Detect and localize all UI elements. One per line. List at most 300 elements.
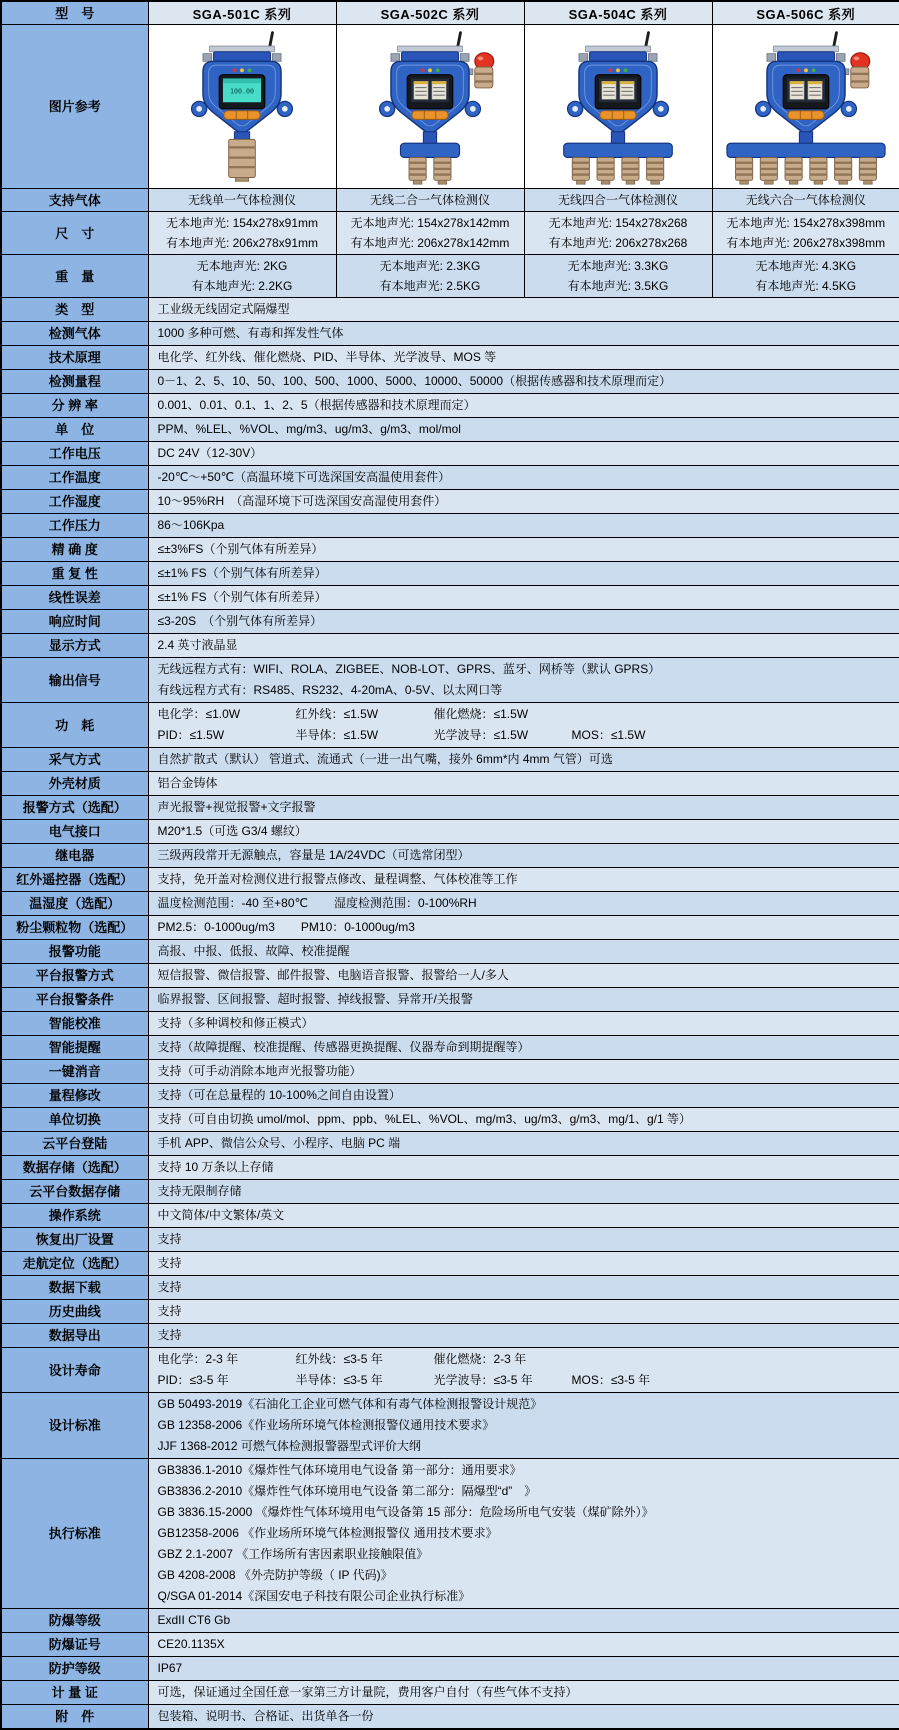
table-row bbox=[1, 796, 899, 820]
model-row-label: 型 号 bbox=[1, 1, 148, 25]
spec-value-line: 无线四合一气体检测仪 bbox=[557, 193, 678, 207]
screen-row-line bbox=[791, 87, 802, 88]
spec-value-cell bbox=[148, 1657, 899, 1681]
spec-value-line bbox=[158, 1502, 891, 1523]
spec-segment: 支持 bbox=[157, 1328, 182, 1342]
spec-value-line bbox=[158, 539, 891, 560]
spec-value-line: 有本地声光: 3.5KG bbox=[567, 279, 669, 293]
sensor-band bbox=[647, 167, 664, 169]
device-illustration bbox=[344, 27, 516, 187]
spec-segment: 0.001、0.01、0.1、1、2、5（根据传感器和技术原理而定） bbox=[157, 398, 476, 412]
spec-value-line: 有本地声光: 4.5KG bbox=[755, 279, 857, 293]
spec-segment: 短信报警、微信报警、邮件报警、电脑语音报警、报警给一人/多人 bbox=[157, 968, 509, 982]
spec-segment: PID：≤1.5W bbox=[157, 728, 225, 742]
screen-row-line bbox=[621, 87, 632, 88]
spec-value-cell bbox=[148, 844, 899, 868]
beacon-housing bbox=[475, 67, 493, 88]
spec-segment: 支持（可手动消除本地声光报警功能） bbox=[157, 1064, 362, 1078]
top-cap bbox=[213, 51, 270, 61]
spec-segment: 温度检测范围：-40 至+80℃ bbox=[157, 896, 309, 910]
spec-segment: CE20.1135X bbox=[157, 1637, 225, 1651]
spec-segment: 支持无限制存储 bbox=[157, 1184, 242, 1198]
spec-segment: M20*1.5（可选 G3/4 螺纹） bbox=[157, 824, 307, 838]
mount-hole bbox=[196, 106, 202, 112]
spec-segment: 86～106Kpa bbox=[157, 518, 225, 532]
sensor-band bbox=[760, 167, 777, 169]
sensor-band bbox=[622, 167, 639, 169]
sensor-band bbox=[760, 173, 777, 175]
led-yellow bbox=[428, 68, 432, 72]
table-row bbox=[1, 964, 899, 988]
spec-value-cell bbox=[148, 1300, 899, 1324]
spec-label-cell: 工作电压 bbox=[1, 442, 148, 466]
spec-label-cell: 智能校准 bbox=[1, 1012, 148, 1036]
table-row bbox=[1, 346, 899, 370]
spec-value-line bbox=[158, 797, 891, 818]
spec-label-cell: 采气方式 bbox=[1, 748, 148, 772]
spec-label-cell: 功 耗 bbox=[1, 703, 148, 748]
spec-value-line bbox=[158, 725, 891, 746]
spec-segment: 电化学：2-3 年 bbox=[157, 1352, 239, 1366]
sensor-tip bbox=[814, 180, 823, 184]
spec-label-cell: 工作压力 bbox=[1, 514, 148, 538]
table-row bbox=[1, 538, 899, 562]
table-row bbox=[1, 442, 899, 466]
table-row bbox=[1, 1681, 899, 1705]
led-red bbox=[232, 68, 236, 72]
sensor-band bbox=[785, 167, 802, 169]
screen-column-header bbox=[620, 81, 634, 84]
spec-value-line bbox=[158, 1037, 891, 1058]
spec-value-line bbox=[158, 965, 891, 986]
spec-segment: ExdII CT6 Gb bbox=[157, 1613, 231, 1627]
spec-value-cell bbox=[148, 1060, 899, 1084]
screen-row-line bbox=[809, 90, 820, 91]
table-row bbox=[1, 820, 899, 844]
spec-value-line bbox=[158, 869, 891, 890]
spec-value-line: 无线二合一气体检测仪 bbox=[369, 193, 490, 207]
spec-value-cell bbox=[148, 322, 899, 346]
sensor-band bbox=[859, 161, 876, 163]
spec-value-cell bbox=[148, 1609, 899, 1633]
spec-label-cell: 操作系统 bbox=[1, 1204, 148, 1228]
spec-value-cell bbox=[148, 442, 899, 466]
spec-value-line: 无本地声光: 2.3KG bbox=[379, 259, 481, 273]
spec-value-line bbox=[158, 821, 891, 842]
spec-value-line bbox=[158, 563, 891, 584]
screen-row-line bbox=[809, 94, 820, 95]
spec-value-line bbox=[158, 419, 891, 440]
spec-value-cell bbox=[336, 189, 524, 212]
spec-value-cell bbox=[148, 820, 899, 844]
spec-segment: 催化燃烧：≤1.5W bbox=[433, 707, 529, 721]
spec-segment: 支持（多种调校和修正模式） bbox=[157, 1016, 314, 1030]
table-row bbox=[1, 394, 899, 418]
spec-value-line bbox=[158, 1658, 891, 1679]
sensor-band bbox=[834, 161, 851, 163]
spec-segment: 催化燃烧：2-3 年 bbox=[433, 1352, 527, 1366]
sensor-tip bbox=[577, 180, 586, 184]
spec-label-cell: 尺 寸 bbox=[1, 212, 148, 255]
table-row bbox=[1, 868, 899, 892]
screen-topbar bbox=[223, 78, 261, 83]
spec-value-cell bbox=[148, 796, 899, 820]
spec-value-line bbox=[158, 1523, 891, 1544]
spec-value-line: 无本地声光: 154x278x268 bbox=[548, 216, 688, 230]
spec-value-line bbox=[158, 941, 891, 962]
spec-value-line bbox=[158, 587, 891, 608]
spec-value-line bbox=[158, 491, 891, 512]
sensor-band bbox=[647, 161, 664, 163]
side-bolt bbox=[767, 53, 776, 61]
led-red bbox=[420, 68, 424, 72]
spec-label-cell: 云平台登陆 bbox=[1, 1132, 148, 1156]
spec-value-line bbox=[158, 467, 891, 488]
spec-value-line bbox=[158, 1370, 891, 1391]
spec-segment: 包装箱、说明书、合格证、出货单各一份 bbox=[157, 1709, 374, 1723]
sensor-band bbox=[622, 173, 639, 175]
table-row bbox=[1, 1156, 899, 1180]
sensor-band bbox=[810, 167, 827, 169]
table-row bbox=[1, 1108, 899, 1132]
table-row bbox=[1, 1300, 899, 1324]
spec-value-cell bbox=[148, 964, 899, 988]
sensor-band bbox=[229, 156, 256, 158]
spec-segment: 自然扩散式（默认） 管道式、流通式（一进一出气嘴，接外 6mm*内 4mm 气管）可选 bbox=[157, 752, 613, 766]
device-illustration bbox=[532, 27, 704, 187]
table-row bbox=[1, 703, 899, 748]
spec-value-line bbox=[158, 1301, 891, 1322]
image-cell bbox=[712, 25, 899, 189]
sensor-band bbox=[409, 161, 426, 163]
spec-label-cell: 防护等级 bbox=[1, 1657, 148, 1681]
spec-segment: 工业级无线固定式隔爆型 bbox=[157, 302, 290, 316]
spec-segment: 中文简体/中文繁体/英文 bbox=[157, 1208, 285, 1222]
spec-label-cell: 走航定位（选配） bbox=[1, 1252, 148, 1276]
spec-label-cell: 显示方式 bbox=[1, 634, 148, 658]
spec-segment: PM10：0-1000ug/m3 bbox=[300, 920, 415, 934]
spec-value-line bbox=[158, 704, 891, 725]
screen-row-line bbox=[433, 90, 444, 91]
top-cap bbox=[589, 51, 646, 61]
side-bolt bbox=[272, 53, 281, 61]
spec-value-line bbox=[158, 1229, 891, 1250]
spec-value-cell bbox=[148, 586, 899, 610]
spec-value-line bbox=[158, 611, 891, 632]
spec-value-line bbox=[158, 1181, 891, 1202]
spec-value-line: 有本地声光: 206x278x91mm bbox=[165, 236, 319, 250]
table-row bbox=[1, 1324, 899, 1348]
spec-value-line: 有本地声光: 2.2KG bbox=[191, 279, 293, 293]
led-green bbox=[436, 68, 440, 72]
led-red bbox=[608, 68, 612, 72]
spec-value-line bbox=[158, 1634, 891, 1655]
table-row bbox=[1, 1012, 899, 1036]
spec-segment: GB3836.2-2010《爆炸性气体环境用电气设备 第二部分：隔爆型“d” 》 bbox=[157, 1484, 537, 1498]
spec-label-cell: 温湿度（选配） bbox=[1, 892, 148, 916]
spec-value-line bbox=[158, 1610, 891, 1631]
top-cap bbox=[777, 51, 834, 61]
spec-label-cell: 红外遥控器（选配） bbox=[1, 868, 148, 892]
spec-label-cell: 继电器 bbox=[1, 844, 148, 868]
table-row bbox=[1, 658, 899, 703]
screen-row-line bbox=[791, 90, 802, 91]
side-bolt bbox=[836, 53, 845, 61]
sensor-tip bbox=[601, 180, 610, 184]
spec-value-cell bbox=[148, 189, 336, 212]
spec-value-cell bbox=[148, 1180, 899, 1204]
spec-segment: JJF 1368-2012 可燃气体检测报警器型式评价大纲 bbox=[157, 1439, 421, 1453]
sensor-band bbox=[434, 161, 451, 163]
spec-value-line: 无本地声光: 4.3KG bbox=[755, 259, 857, 273]
spec-value-cell bbox=[148, 1324, 899, 1348]
spec-segment: PPM、%LEL、%VOL、mg/m3、ug/m3、g/m3、mol/mol bbox=[157, 422, 461, 436]
spec-label-cell: 支持气体 bbox=[1, 189, 148, 212]
sensor-band bbox=[735, 161, 752, 163]
spec-label-cell: 数据下载 bbox=[1, 1276, 148, 1300]
spec-segment: ≤±3%FS（个别气体有所差异） bbox=[157, 542, 324, 556]
spec-label-cell: 检测气体 bbox=[1, 322, 148, 346]
table-row bbox=[1, 1348, 899, 1393]
sensor-tip bbox=[863, 180, 872, 184]
top-plate bbox=[210, 46, 275, 52]
spec-segment: 支持 10 万条以上存储 bbox=[157, 1160, 274, 1174]
spec-segment: 1000 多种可燃、有毒和挥发性气体 bbox=[157, 326, 344, 340]
screen-row-line bbox=[791, 94, 802, 95]
mount-hole bbox=[282, 106, 288, 112]
spec-value-cell bbox=[148, 490, 899, 514]
manifold-bar bbox=[727, 143, 885, 157]
sensor-tip bbox=[764, 180, 773, 184]
mount-hole bbox=[760, 106, 766, 112]
spec-segment: 光学波导：≤3-5 年 bbox=[433, 1373, 533, 1387]
beacon-highlight bbox=[853, 56, 859, 60]
spec-value-cell bbox=[148, 346, 899, 370]
spec-value-cell bbox=[148, 1459, 899, 1609]
table-header-row bbox=[1, 1, 899, 25]
spec-value-cell bbox=[148, 1348, 899, 1393]
spec-value-line bbox=[158, 1682, 891, 1703]
spec-label-cell: 电气接口 bbox=[1, 820, 148, 844]
spec-value-cell bbox=[148, 466, 899, 490]
manifold-bar bbox=[400, 143, 459, 157]
image-row-label: 图片参考 bbox=[1, 25, 148, 189]
top-plate bbox=[773, 46, 838, 52]
spec-value-line bbox=[158, 1706, 891, 1727]
screen-row-line bbox=[621, 90, 632, 91]
mount-hole bbox=[658, 106, 664, 112]
spec-label-cell: 响应时间 bbox=[1, 610, 148, 634]
spec-value-line bbox=[158, 893, 891, 914]
spec-value-line bbox=[158, 323, 891, 344]
spec-value-cell bbox=[336, 255, 524, 298]
spec-value-line bbox=[158, 989, 891, 1010]
table-row bbox=[1, 1228, 899, 1252]
sensor-band bbox=[810, 161, 827, 163]
led-yellow bbox=[240, 68, 244, 72]
spec-segment: GB 3836.15-2000 《爆炸性气体环境用电气设备第 15 部分：危险场所电气安装（煤矿除外）》 bbox=[157, 1505, 654, 1519]
top-plate bbox=[586, 46, 651, 52]
table-row bbox=[1, 1204, 899, 1228]
spec-value-cell bbox=[148, 1012, 899, 1036]
screen-row-line bbox=[621, 94, 632, 95]
spec-value-line bbox=[158, 1085, 891, 1106]
spec-segment: 支持 bbox=[157, 1256, 182, 1270]
spec-label-cell: 附 件 bbox=[1, 1705, 148, 1730]
table-row bbox=[1, 1132, 899, 1156]
spec-value-line bbox=[158, 917, 891, 938]
spec-value-line bbox=[158, 1460, 891, 1481]
side-bolt bbox=[579, 53, 588, 61]
spec-value-line: 无线六合一气体检测仪 bbox=[745, 193, 866, 207]
spec-segment: 支持（可在总量程的 10-100%之间自由设置） bbox=[157, 1088, 401, 1102]
spec-label-cell: 数据导出 bbox=[1, 1324, 148, 1348]
spec-value-cell bbox=[148, 1228, 899, 1252]
button-strip bbox=[600, 110, 636, 119]
spec-value-cell bbox=[148, 892, 899, 916]
screen-row-line bbox=[603, 94, 614, 95]
spec-value-line bbox=[158, 1277, 891, 1298]
table-row bbox=[1, 1633, 899, 1657]
spec-label-cell: 单 位 bbox=[1, 418, 148, 442]
table-row bbox=[1, 466, 899, 490]
sensor-tip bbox=[740, 180, 749, 184]
table-row bbox=[1, 298, 899, 322]
screen-row-line bbox=[433, 94, 444, 95]
spec-value-line bbox=[158, 680, 891, 701]
led-green bbox=[811, 68, 815, 72]
sensor-band bbox=[572, 173, 589, 175]
spec-label-cell: 平台报警方式 bbox=[1, 964, 148, 988]
spec-value-cell bbox=[148, 298, 899, 322]
spec-value-line bbox=[158, 1109, 891, 1130]
spec-value-cell bbox=[148, 610, 899, 634]
spec-value-line bbox=[158, 773, 891, 794]
spec-value-line: 无本地声光: 3.3KG bbox=[567, 259, 669, 273]
spec-label-cell: 历史曲线 bbox=[1, 1300, 148, 1324]
spec-label-cell: 防爆等级 bbox=[1, 1609, 148, 1633]
led-red bbox=[796, 68, 800, 72]
spec-value-cell bbox=[148, 212, 336, 255]
spec-label-cell: 平台报警条件 bbox=[1, 988, 148, 1012]
table-row bbox=[1, 418, 899, 442]
spec-label-cell: 粉尘颗粒物（选配） bbox=[1, 916, 148, 940]
spec-segment: GB3836.1-2010《爆炸性气体环境用电气设备 第一部分：通用要求》 bbox=[157, 1463, 522, 1477]
table-row bbox=[1, 212, 899, 255]
sensor-band bbox=[834, 167, 851, 169]
spec-value-line bbox=[158, 1349, 891, 1370]
sensor-band bbox=[622, 161, 639, 163]
sensor-band bbox=[859, 167, 876, 169]
spec-segment: 三级两段常开无源触点，容量是 1A/24VDC（可选常闭型） bbox=[157, 848, 470, 862]
sensor-band bbox=[785, 173, 802, 175]
screen-column-header bbox=[790, 81, 804, 84]
screen-column-header bbox=[432, 81, 446, 84]
spec-segment: 声光报警+视觉报警+文字报警 bbox=[157, 800, 316, 814]
spec-value-cell bbox=[148, 370, 899, 394]
table-row bbox=[1, 844, 899, 868]
spec-value-cell bbox=[148, 538, 899, 562]
button-strip bbox=[412, 110, 448, 119]
led-yellow bbox=[804, 68, 808, 72]
side-bolt bbox=[391, 53, 400, 61]
spec-value-line: 无本地声光: 154x278x142mm bbox=[350, 216, 510, 230]
spec-value-line bbox=[158, 1544, 891, 1565]
sensor-band bbox=[434, 173, 451, 175]
sensor-tip bbox=[438, 180, 447, 184]
spec-value-line bbox=[158, 395, 891, 416]
spec-label-cell: 输出信号 bbox=[1, 658, 148, 703]
table-row bbox=[1, 370, 899, 394]
spec-value-line: 有本地声光: 206x278x398mm bbox=[726, 236, 886, 250]
screen-row-line bbox=[415, 94, 426, 95]
spec-value-cell bbox=[148, 1108, 899, 1132]
screen-row-line bbox=[809, 87, 820, 88]
table-row bbox=[1, 1276, 899, 1300]
sensor-band bbox=[572, 161, 589, 163]
spec-value-line bbox=[158, 1253, 891, 1274]
led-green bbox=[624, 68, 628, 72]
screen-row-line bbox=[433, 87, 444, 88]
model-header-sga504c: SGA-504C 系列 bbox=[524, 1, 712, 25]
model-header-sga501c: SGA-501C 系列 bbox=[148, 1, 336, 25]
sensor-neck bbox=[234, 131, 249, 139]
spec-value-cell bbox=[524, 255, 712, 298]
table-row bbox=[1, 988, 899, 1012]
spec-value-cell bbox=[148, 1276, 899, 1300]
spec-value-line bbox=[158, 371, 891, 392]
spec-segment: 0－1、2、5、10、50、100、500、1000、5000、10000、50000（根据传感器和技术原理而定） bbox=[157, 374, 672, 388]
spec-label-cell: 线性误差 bbox=[1, 586, 148, 610]
spec-segment: 支持 bbox=[157, 1304, 182, 1318]
table-row bbox=[1, 1060, 899, 1084]
spec-value-cell bbox=[148, 1132, 899, 1156]
spec-segment: GB 50493-2019《石油化工企业可燃气体和有毒气体检测报警设计规范》 bbox=[157, 1397, 543, 1411]
spec-value-cell bbox=[712, 189, 899, 212]
spec-value-cell bbox=[148, 940, 899, 964]
spec-label-cell: 分 辨 率 bbox=[1, 394, 148, 418]
spec-value-cell bbox=[148, 1204, 899, 1228]
spec-label-cell: 技术原理 bbox=[1, 346, 148, 370]
spec-label-cell: 量程修改 bbox=[1, 1084, 148, 1108]
screen-reading: 100.00 bbox=[229, 87, 255, 96]
table-row bbox=[1, 1393, 899, 1459]
spec-value-line bbox=[158, 1133, 891, 1154]
table-row bbox=[1, 1180, 899, 1204]
spec-value-cell bbox=[524, 212, 712, 255]
spec-value-line: 无线单一气体检测仪 bbox=[187, 193, 296, 207]
spec-value-line bbox=[158, 347, 891, 368]
screen-row-line bbox=[415, 87, 426, 88]
spec-segment: 铝合金铸体 bbox=[157, 776, 218, 790]
sensor-band bbox=[572, 167, 589, 169]
spec-value-cell bbox=[336, 212, 524, 255]
table-row bbox=[1, 562, 899, 586]
spec-value-cell bbox=[148, 514, 899, 538]
spec-label-cell: 智能提醒 bbox=[1, 1036, 148, 1060]
spec-segment: DC 24V（12-30V） bbox=[157, 446, 263, 460]
image-row bbox=[1, 25, 899, 189]
spec-segment: 可选，保证通过全国任意一家第三方计量院，费用客户自付（有些气体不支持） bbox=[157, 1685, 578, 1699]
side-bolt bbox=[460, 53, 469, 61]
spec-segment: 电化学：≤1.0W bbox=[157, 707, 241, 721]
spec-label-cell: 报警方式（选配） bbox=[1, 796, 148, 820]
spec-value-line bbox=[158, 1061, 891, 1082]
spec-segment: 有线远程方式有：RS485、RS232、4-20mA、0-5V、以太网口等 bbox=[157, 683, 503, 697]
led-green bbox=[248, 68, 252, 72]
spec-label-cell: 检测量程 bbox=[1, 370, 148, 394]
spec-segment: 电化学、红外线、催化燃烧、PID、半导体、光学波导、MOS 等 bbox=[157, 350, 497, 364]
